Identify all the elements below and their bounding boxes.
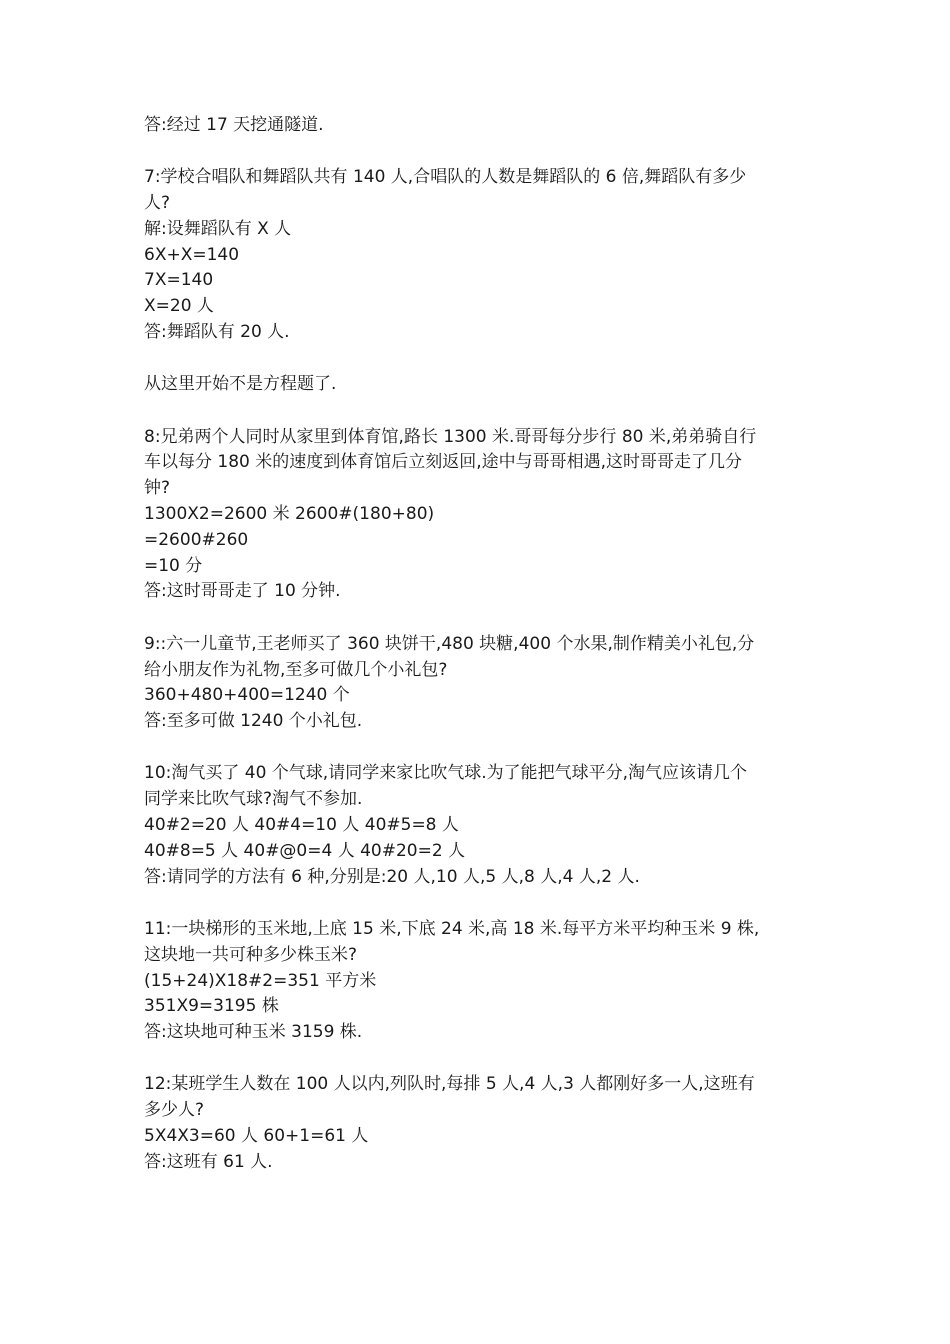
text-line: 答:至多可做 1240 个小礼包. (144, 711, 363, 732)
text-line: 5X4X3=60 人 60+1=61 人 (144, 1126, 369, 1146)
text-line: 11:一块梯形的玉米地,上底 15 米,下底 24 米,高 18 米.每平方米平均种玉米 9 株, (144, 918, 760, 939)
paragraph-gap (144, 605, 824, 632)
text-line: 答:这块地可种玉米 3159 株. (144, 1022, 363, 1043)
text-line: 40#8=5 人 40#@0=4 人 40#20=2 人 (144, 840, 466, 861)
text-line: 解:设舞蹈队有 X 人 (144, 218, 292, 239)
document-body (144, 113, 824, 1176)
text-line: 多少人? (144, 1100, 205, 1121)
text-line: 钟? (144, 478, 171, 499)
text-line: 答:舞蹈队有 20 人. (144, 322, 290, 343)
text-line: 人? (144, 193, 171, 214)
text-line: 1300X2=2600 米 2600#(180+80) (144, 504, 435, 525)
paragraph-gap (144, 735, 824, 762)
text-line: 10:淘气买了 40 个气球,请同学来家比吹气球.为了能把气球平分,淘气应该请几个 (144, 763, 748, 784)
paragraph-gap (144, 346, 824, 373)
text-line: 12:某班学生人数在 100 人以内,列队时,每排 5 人,4 人,3 人都刚好多一人,这班有 (144, 1074, 755, 1095)
text-line: 答:这班有 61 人. (144, 1151, 273, 1172)
paragraph-gap (144, 139, 824, 166)
paragraph-gap (144, 398, 824, 425)
text-line: 答:请同学的方法有 6 种,分别是:20 人,10 人,5 人,8 人,4 人,2 人. (144, 866, 640, 887)
text-line: 7X=140 (144, 270, 214, 291)
text-line: 40#2=20 人 40#4=10 人 40#5=8 人 (144, 815, 459, 836)
text-line: 同学来比吹气球?淘气不参加. (144, 789, 363, 810)
text-line: 答:经过 17 天挖通隧道. (144, 115, 324, 135)
text-line: =2600#260 (144, 529, 249, 550)
text-line: 7:学校合唱队和舞蹈队共有 140 人,合唱队的人数是舞蹈队的 6 倍,舞蹈队有多少 (144, 167, 747, 188)
text-line: 给小朋友作为礼物,至多可做几个小礼包? (144, 659, 448, 680)
text-line: 8:兄弟两个人同时从家里到体育馆,路长 1300 米.哥哥每分步行 80 米,弟弟骑自行 (144, 426, 757, 447)
text-line: 答:这时哥哥走了 10 分钟. (144, 581, 341, 602)
text-line: 从这里开始不是方程题了. (144, 374, 337, 395)
paragraph-gap (144, 890, 824, 917)
text-line: 360+480+400=1240 个 (144, 685, 350, 706)
text-line: 9::六一儿童节,王老师买了 360 块饼干,480 块糖,400 个水果,制作精美小礼包,分 (144, 633, 755, 654)
text-line: 车以每分 180 米的速度到体育馆后立刻返回,途中与哥哥相遇,这时哥哥走了几分 (144, 452, 743, 473)
text-line: 这块地一共可种多少株玉米? (144, 944, 358, 965)
text-line: (15+24)X18#2=351 平方米 (144, 970, 377, 991)
text-line: 351X9=3195 株 (144, 996, 279, 1017)
paragraph-gap (144, 1046, 824, 1073)
text-line: 6X+X=140 (144, 244, 240, 265)
text-line: =10 分 (144, 555, 203, 576)
text-line: X=20 人 (144, 296, 214, 317)
